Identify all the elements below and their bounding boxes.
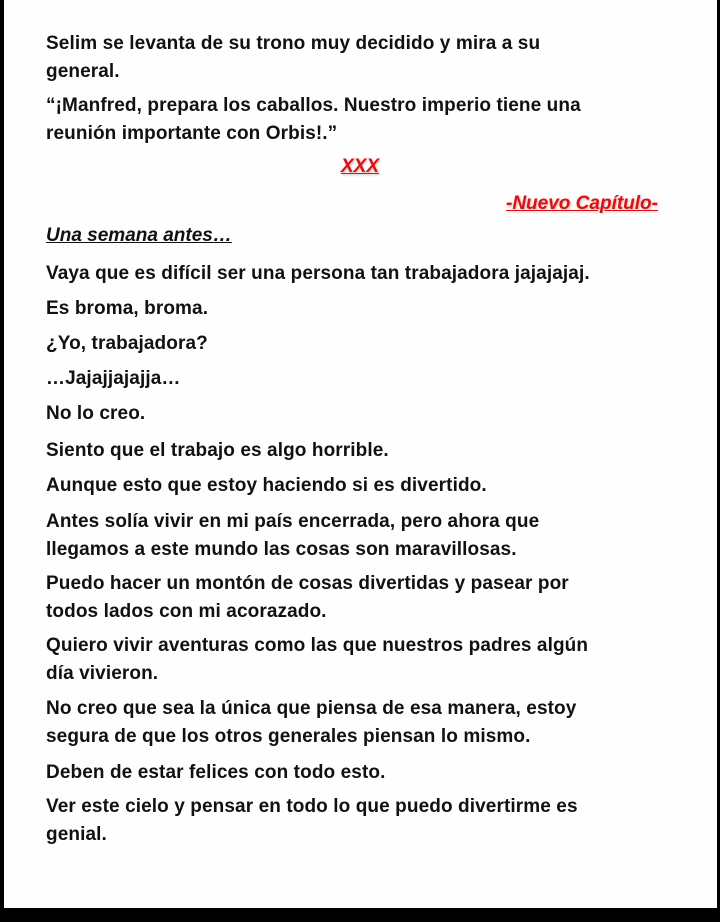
paragraph: llegamos a este mundo las cosas son maravillosas.: [46, 539, 517, 560]
paragraph: Siento que el trabajo es algo horrible.: [46, 440, 389, 461]
paragraph: No lo creo.: [46, 403, 146, 424]
paragraph: ¿Yo, trabajadora?: [46, 333, 208, 354]
paragraph: segura de que los otros generales piensan lo mismo.: [46, 726, 531, 747]
intro-paragraph-2-line-2: reunión importante con Orbis!.”: [46, 123, 338, 144]
paragraph: Ver este cielo y pensar en todo lo que puedo divertirme es: [46, 796, 578, 817]
document-page: [4, 0, 717, 908]
paragraph: Deben de estar felices con todo esto.: [46, 762, 386, 783]
intro-paragraph-2-line-1: “¡Manfred, prepara los caballos. Nuestro imperio tiene una: [46, 95, 581, 116]
intro-paragraph-1-line-1: Selim se levanta de su trono muy decidido y mira a su: [46, 33, 541, 54]
paragraph: Es broma, broma.: [46, 298, 209, 319]
paragraph: Aunque esto que estoy haciendo si es divertido.: [46, 475, 487, 496]
scene-separator: XXX: [341, 156, 380, 177]
paragraph: No creo que sea la única que piensa de esa manera, estoy: [46, 698, 577, 719]
paragraph: todos lados con mi acorazado.: [46, 601, 327, 622]
section-heading: Una semana antes…: [46, 225, 232, 246]
paragraph: …Jajajjajajja…: [46, 368, 181, 389]
paragraph: día vivieron.: [46, 663, 159, 684]
chapter-marker: -Nuevo Capítulo-: [506, 193, 658, 214]
paragraph: Puedo hacer un montón de cosas divertidas y pasear por: [46, 573, 569, 594]
paragraph: Antes solía vivir en mi país encerrada, pero ahora que: [46, 511, 540, 532]
intro-paragraph-1-line-2: general.: [46, 61, 120, 82]
paragraph: Quiero vivir aventuras como las que nuestros padres algún: [46, 635, 589, 656]
paragraph: genial.: [46, 824, 107, 845]
paragraph: Vaya que es difícil ser una persona tan trabajadora jajajajaj.: [46, 263, 590, 284]
